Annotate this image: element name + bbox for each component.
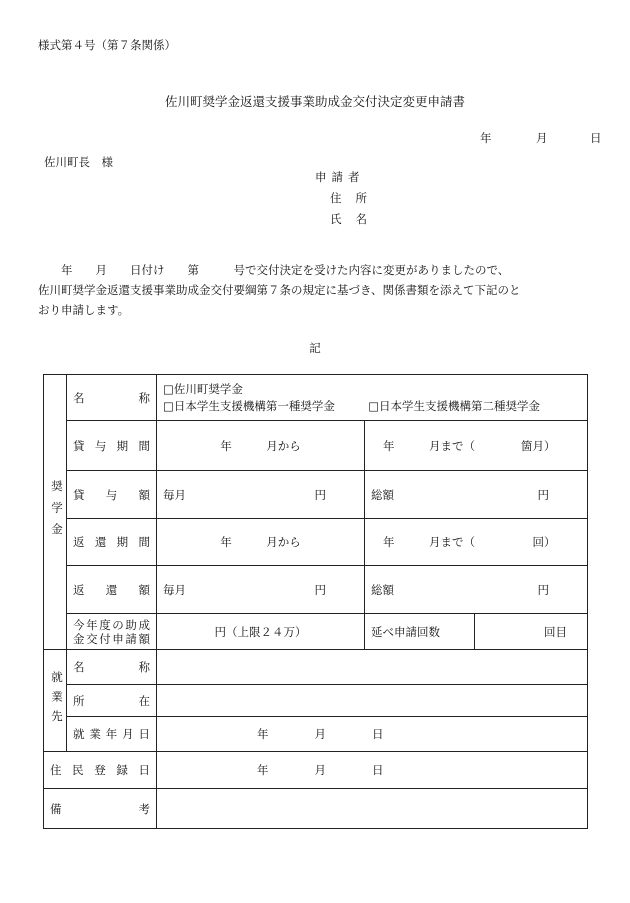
- total-applications-label: 延べ申請回数: [365, 614, 475, 650]
- row-repay-period: [44, 519, 588, 566]
- row-employer-location: [44, 685, 588, 717]
- date-day: 日: [590, 131, 602, 145]
- employer-location-label: 所 在: [67, 685, 157, 717]
- repay-amount-label: 返還額: [67, 566, 157, 614]
- row-residence-date: [44, 752, 588, 789]
- residence-date-label: 住民登録日: [44, 752, 157, 789]
- page-title: 佐川町奨学金返還支援事業助成金交付決定変更申請書: [164, 94, 465, 109]
- date-year: 年: [480, 131, 492, 145]
- loan-period-to[interactable]: 年 月まで（ 箇月）: [365, 421, 588, 471]
- total-label: 総額: [371, 487, 394, 502]
- date-month: 月: [536, 131, 548, 145]
- loan-period-label: 貸与期間: [67, 421, 157, 471]
- loan-amount-label: 貸与額: [67, 471, 157, 519]
- row-employer-name: [44, 650, 588, 685]
- addressee: 佐川町長 様: [44, 155, 113, 169]
- yen-unit: 円: [537, 487, 550, 502]
- monthly-label: 毎月: [163, 582, 186, 597]
- scholarship-header: 奨学金: [44, 375, 67, 650]
- employer-header: 就業先: [44, 650, 67, 752]
- loan-total-cell[interactable]: [365, 471, 588, 519]
- application-table: [43, 374, 588, 829]
- subsidy-label: 今年度の助成 金交付申請額: [67, 614, 157, 650]
- scholarship-name-options: [157, 375, 588, 421]
- body-text-line-1: 年 月 日付け 第 号で交付決定を受けた内容に変更がありましたので、: [38, 263, 510, 277]
- remarks-field[interactable]: [157, 789, 588, 829]
- row-subsidy: [44, 614, 588, 650]
- row-remarks: [44, 789, 588, 829]
- monthly-label: 毎月: [163, 487, 186, 502]
- checkbox-sakawa-scholarship[interactable]: □佐川町奨学金: [163, 381, 243, 396]
- employment-date-label: 就業年月日: [67, 717, 157, 752]
- address-label: 住所: [330, 191, 381, 205]
- checkbox-jasso-type1[interactable]: □日本学生支援機構第一種奨学金: [163, 398, 335, 413]
- repay-total-cell[interactable]: [365, 566, 588, 614]
- row-repay-amount: [44, 566, 588, 614]
- yen-unit: 円: [314, 582, 326, 597]
- repay-period-from[interactable]: 年 月から: [157, 519, 365, 566]
- form-number: 様式第４号（第７条関係）: [38, 38, 176, 52]
- subsidy-amount[interactable]: 円（上限２４万）: [157, 614, 365, 650]
- name-label: 氏名: [330, 212, 381, 226]
- yen-unit: 円: [537, 582, 550, 597]
- row-loan-amount: [44, 471, 588, 519]
- body-text-line-2: 佐川町奨学金返還支援事業助成金交付要綱第７条の規定に基づき、関係書類を添えて下記のと: [38, 283, 521, 297]
- repay-period-label: 返還期間: [67, 519, 157, 566]
- row-scholarship-name: [44, 375, 588, 421]
- checkbox-jasso-type2[interactable]: □日本学生支援機構第二種奨学金: [368, 398, 541, 413]
- employment-date-field[interactable]: 年 月 日: [157, 717, 588, 752]
- employer-location-field[interactable]: [157, 685, 588, 717]
- application-count[interactable]: 回目: [475, 614, 588, 650]
- applicant-label: 申請者: [315, 170, 365, 184]
- row-employment-date: [44, 717, 588, 752]
- total-label: 総額: [371, 582, 394, 597]
- employer-name-field[interactable]: [157, 650, 588, 685]
- employer-name-label: 名 称: [67, 650, 157, 685]
- repay-monthly-cell[interactable]: [157, 566, 365, 614]
- loan-monthly-cell[interactable]: [157, 471, 365, 519]
- remarks-label: 備 考: [44, 789, 157, 829]
- repay-period-to[interactable]: 年 月まで（ 回）: [365, 519, 588, 566]
- yen-unit: 円: [314, 487, 326, 502]
- ki-heading: 記: [309, 341, 321, 355]
- body-text-line-3: おり申請します。: [38, 303, 130, 317]
- scholarship-name-label: 名 称: [67, 375, 157, 421]
- row-loan-period: [44, 421, 588, 471]
- residence-date-field[interactable]: 年 月 日: [157, 752, 588, 789]
- loan-period-from[interactable]: 年 月から: [157, 421, 365, 471]
